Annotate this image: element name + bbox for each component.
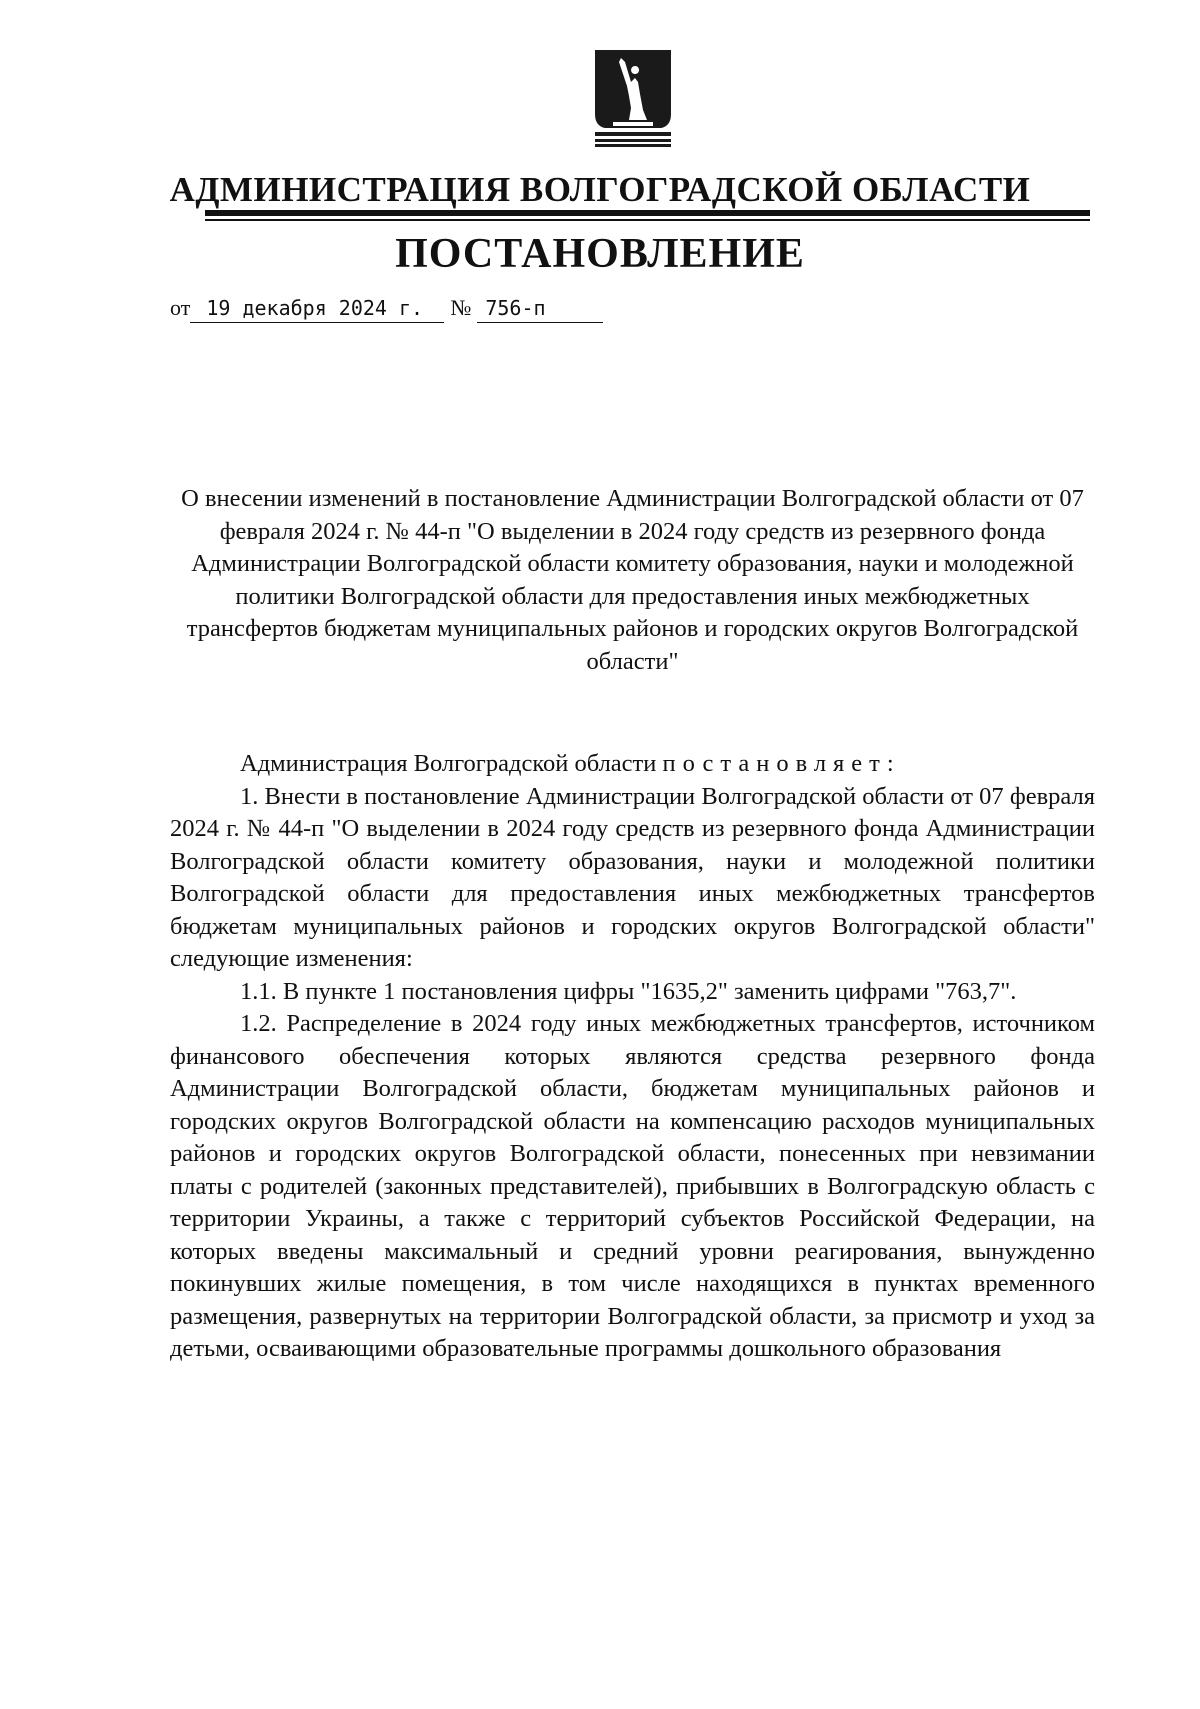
organization-title: АДМИНИСТРАЦИЯ ВОЛГОГРАДСКОЙ ОБЛАСТИ bbox=[169, 170, 1031, 209]
document-body bbox=[170, 748, 1095, 1366]
intro-paragraph bbox=[170, 748, 1095, 781]
paragraph-1: 1. Внести в постановление Администрации Волгоградской области от 07 февраля 2024 г. № 44-п "О выделении в 2024 году средств из резервного фонда Администрации Волгоградской области комитету образования, науки и молодежной политики Волгоградской области для предоставления иных межбюджетных трансфертов бюджетам муниципальных районов и городских округов Волгоградской области" следующие изменения: bbox=[170, 782, 1095, 972]
number-sign: № bbox=[450, 295, 472, 320]
paragraph-1-2: 1.2. Распределение в 2024 году иных межбюджетных трансфертов, источником финансового обеспечения которых являются средства резервного фонда Администрации Волгоградской области, бюджетам муниципальных районов и городских округов Волгоградской области на компенсацию расходов муниципальных районов и городских округов Волгоградской области, понесенных при невзимании платы с родителей (законных представителей), прибывших в Волгоградскую область с территории Украины, а также с территорий субъектов Российской Федерации, на которых введены максимальный и средний уровни реагирования, вынужденно покинувших жилые помещения, в том числе находящихся в пунктах временного размещения, развернутых на территории Волгоградской области, за присмотр и уход за детьми, осваивающими образовательные программы дошкольного образования bbox=[170, 1010, 1095, 1362]
document-date: 19 декабря 2024 г. bbox=[190, 294, 444, 323]
document-number: 756-п bbox=[477, 294, 603, 323]
intro-subject: Администрация Волгоградской области bbox=[240, 750, 657, 777]
document-type-title: ПОСТАНОВЛЕНИЕ bbox=[395, 231, 805, 277]
document-subject: О внесении изменений в постановление Администрации Волгоградской области от 07 февраля 2024 г. № 44-п "О выделении в 2024 году средств из резервного фонда Администрации Волгоградской области комитету образования, науки и молодежной политики Волгоградской области для предоставления иных межбюджетных трансфертов бюджетам муниципальных районов и городских округов Волгоградской области" bbox=[181, 485, 1084, 675]
intro-verb: постановляет: bbox=[662, 750, 901, 777]
date-prefix: от bbox=[170, 295, 191, 320]
paragraph-1-1: 1.1. В пункте 1 постановления цифры "1635,2" заменить цифрами "763,7". bbox=[240, 977, 1017, 1005]
coat-of-arms-icon bbox=[591, 48, 675, 148]
header-rule-thin bbox=[205, 219, 1090, 221]
date-number-line bbox=[170, 288, 603, 328]
header-rule-thick bbox=[205, 210, 1090, 216]
